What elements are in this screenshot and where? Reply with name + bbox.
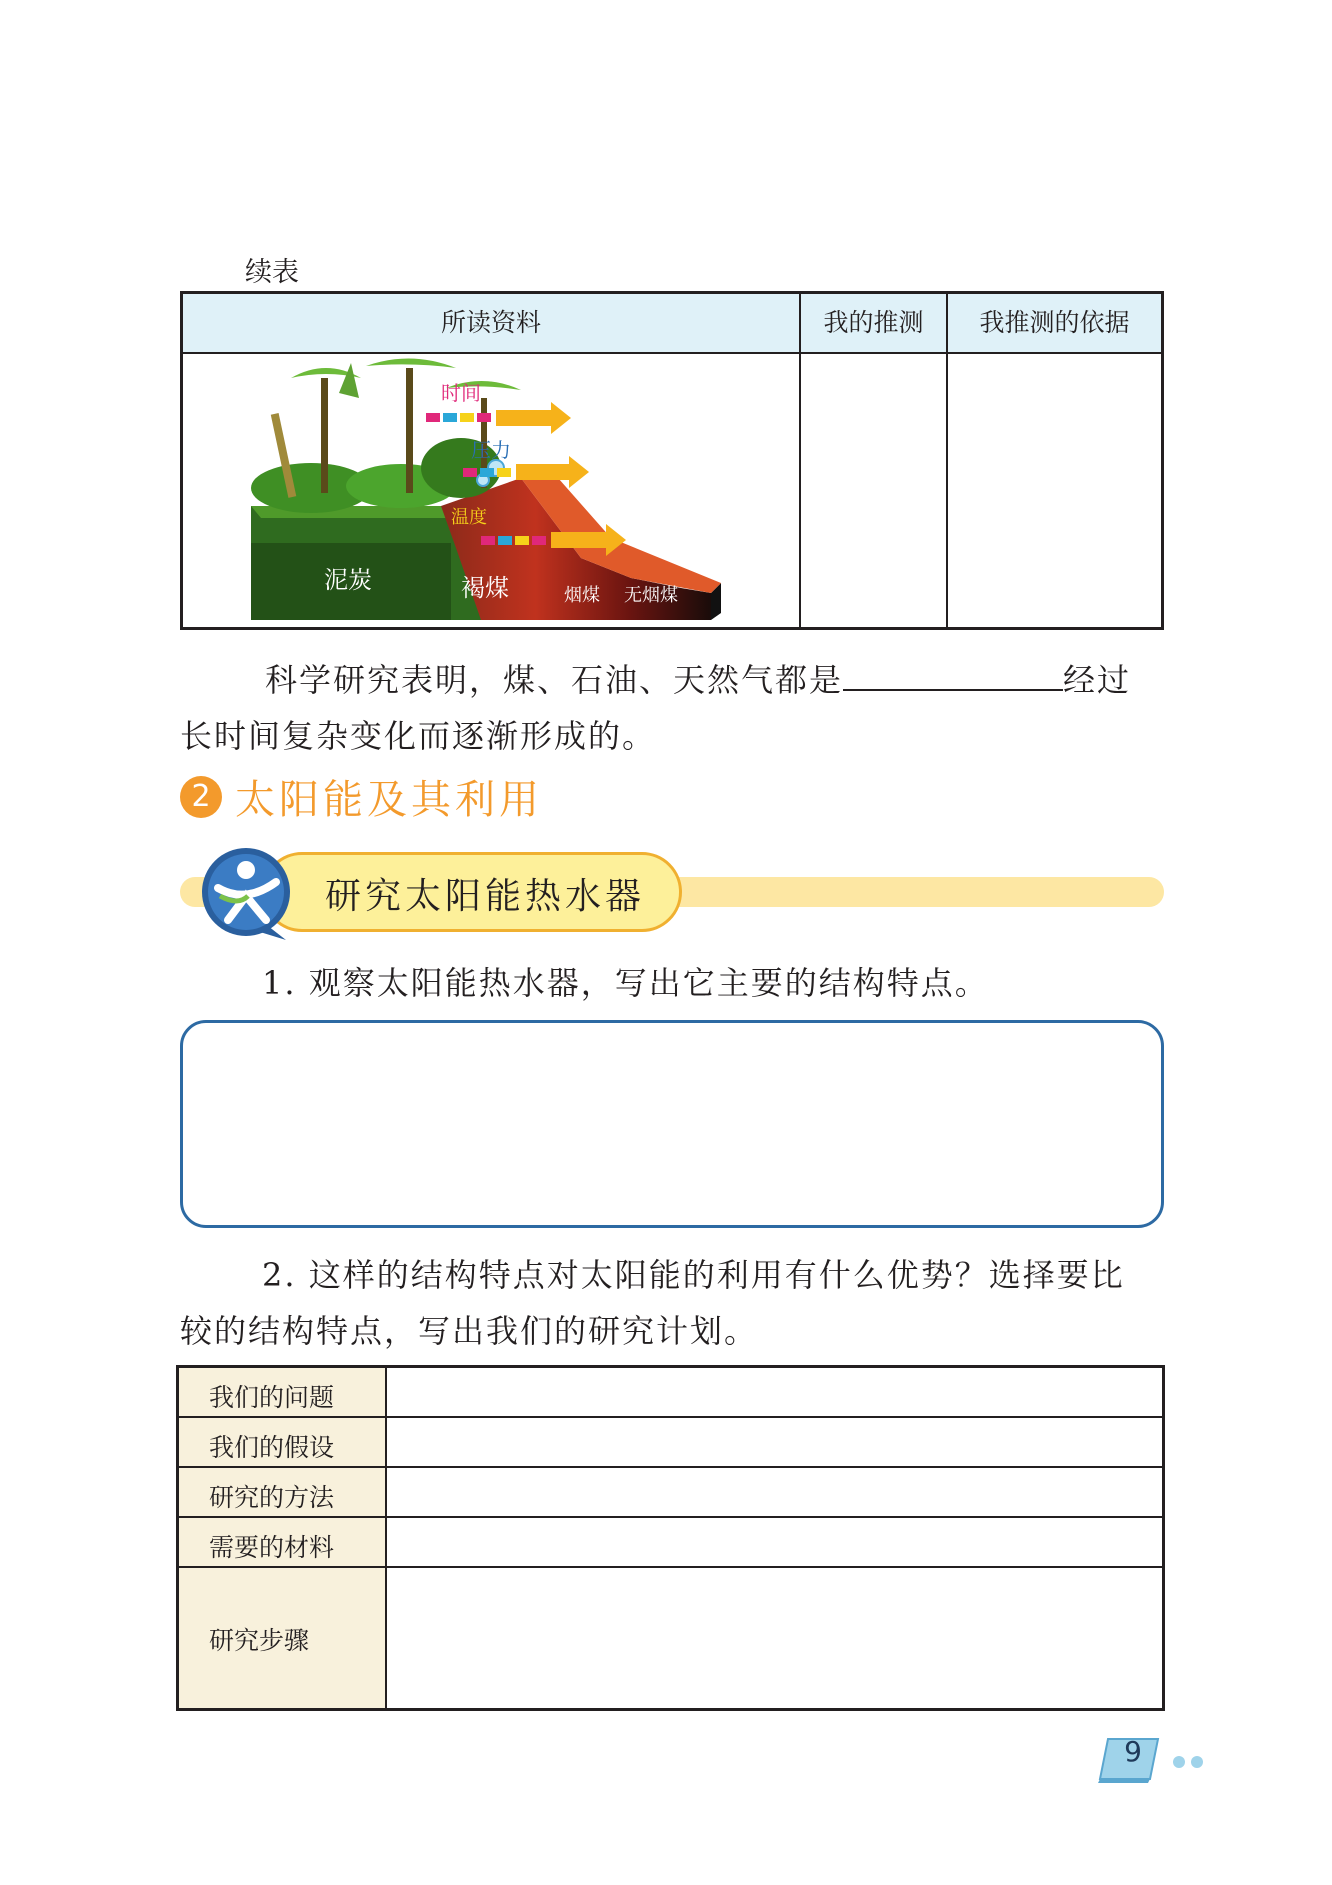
research-plan-table	[176, 1365, 1165, 1711]
coal-formation-diagram	[251, 358, 721, 620]
question-1: 1. 观察太阳能热水器，写出它主要的结构特点。	[262, 964, 989, 1002]
label-time: 时间	[441, 381, 481, 405]
header-my-basis: 我推测的依据	[979, 308, 1130, 337]
row-label-materials: 需要的材料	[209, 1533, 335, 1562]
question-2-line2: 较的结构特点，写出我们的研究计划。	[180, 1312, 759, 1350]
page-number: 9	[1124, 1735, 1142, 1768]
row-label-method: 研究的方法	[209, 1483, 335, 1512]
reading-material-table	[180, 291, 1164, 630]
answer-cell-materials[interactable]	[387, 1518, 1162, 1566]
time-arrow	[426, 402, 571, 434]
paragraph-line1: 科学研究表明，煤、石油、天然气都是 经过	[265, 661, 1132, 699]
page-dots-icon	[1172, 1755, 1206, 1769]
label-pressure: 压力	[471, 438, 511, 462]
paragraph-line2: 长时间复杂变化而逐渐形成的。	[180, 717, 657, 755]
section-title: 太阳能及其利用	[235, 777, 543, 823]
label-temperature: 温度	[451, 507, 487, 528]
header-reading-material: 所读资料	[440, 308, 541, 337]
answer-cell-method[interactable]	[387, 1468, 1162, 1516]
science-explorer-icon	[198, 846, 296, 944]
label-bituminous: 烟煤	[564, 585, 600, 606]
answer-cell-question[interactable]	[387, 1368, 1162, 1416]
section-number-badge: 2	[180, 776, 222, 818]
answer-cell-steps[interactable]	[387, 1568, 1162, 1708]
row-label-steps: 研究步骤	[209, 1626, 310, 1655]
activity-title: 研究太阳能热水器	[325, 876, 646, 917]
label-anthracite: 无烟煤	[624, 585, 678, 606]
row-label-question: 我们的问题	[209, 1383, 335, 1412]
label-peat: 泥炭	[324, 566, 372, 594]
question-2-line1: 2. 这样的结构特点对太阳能的利用有什么优势？选择要比	[262, 1256, 1125, 1294]
answer-cell-hypothesis[interactable]	[387, 1418, 1162, 1466]
answer-box[interactable]	[180, 1020, 1164, 1228]
row-label-hypothesis: 我们的假设	[209, 1433, 335, 1462]
fill-in-blank[interactable]	[843, 659, 1063, 691]
header-my-guess: 我的推测	[823, 308, 924, 337]
label-lignite: 褐煤	[461, 574, 509, 602]
continuation-label: 续表	[245, 257, 299, 288]
